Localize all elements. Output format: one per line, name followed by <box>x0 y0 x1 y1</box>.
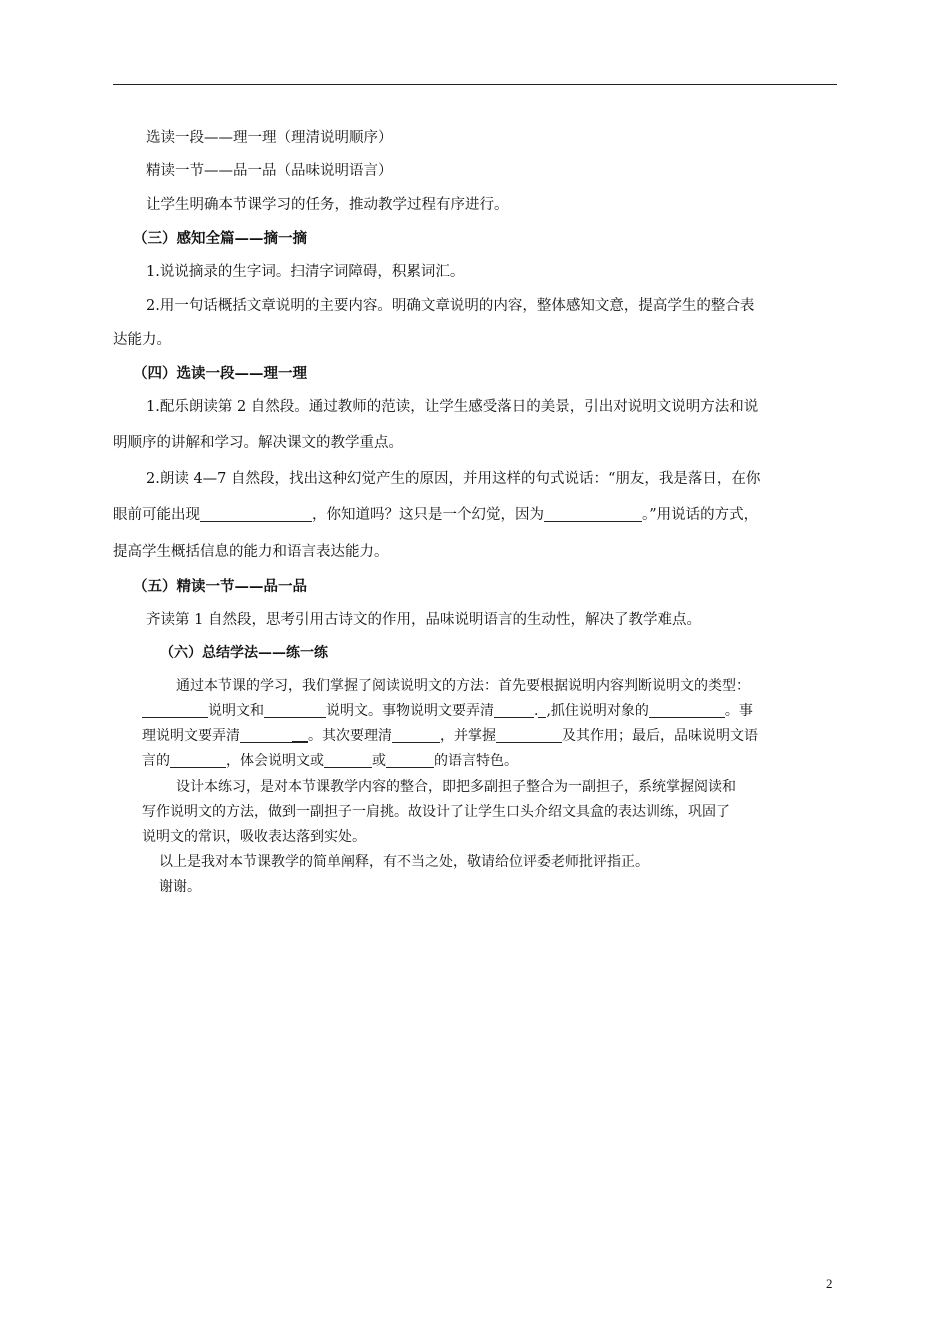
text-span: 及其作用；最后，品味说明文语 <box>562 728 758 744</box>
fill-blank[interactable] <box>496 728 562 743</box>
text-line: 通过本节课的学习，我们掌握了阅读说明文的方法：首先要根据说明内容判断说明文的类型： <box>176 678 750 694</box>
text-span: . <box>534 703 539 719</box>
text-line <box>142 726 758 746</box>
text-line: 1.说说摘录的生字词。扫清字词障碍，积累词汇。 <box>146 264 465 280</box>
fill-blank[interactable] <box>200 507 312 522</box>
fill-blank[interactable] <box>649 703 725 718</box>
fill-blank[interactable] <box>264 703 326 718</box>
text-line: 写作说明文的方法，做到一副担子一肩挑。故设计了让学生口头介绍文具盒的表达训练，巩固了 <box>142 804 730 820</box>
text-span: 说明文。事物说明文要弄清 <box>326 703 494 719</box>
text-span: ，你知道吗？这只是一个幻觉，因为 <box>312 507 544 523</box>
fill-blank[interactable] <box>392 728 440 743</box>
page-number: 2 <box>826 1276 833 1291</box>
text-span: 。其次要理清 <box>308 728 392 744</box>
text-line: 2.用一句话概括文章说明的主要内容。明确文章说明的内容，整体感知文意，提高学生的整合表 <box>146 298 755 314</box>
section-heading: （三）感知全篇——摘一摘 <box>133 230 307 247</box>
text-line <box>113 505 758 525</box>
fill-blank[interactable] <box>386 753 434 768</box>
text-line: 设计本练习，是对本节课教学内容的整合，即把多副担子整合为一副担子，系统掌握阅读和 <box>176 779 736 795</box>
fill-blank[interactable] <box>240 728 292 743</box>
text-line: 精读一节——品一品（品味说明语言） <box>146 163 393 179</box>
text-line: 齐读第 1 自然段，思考引用古诗文的作用，品味说明语言的生动性，解决了教学难点。 <box>146 612 701 628</box>
text-span: 说明文和 <box>208 703 264 719</box>
text-span: 。”用说话的方式， <box>642 507 759 523</box>
section-heading: （六）总结学法——练一练 <box>160 645 328 661</box>
header-rule <box>113 84 837 85</box>
text-line: 谢谢。 <box>159 879 201 895</box>
text-line: 提高学生概括信息的能力和语言表达能力。 <box>113 544 389 560</box>
text-span: 。事 <box>724 703 753 719</box>
fill-blank[interactable] <box>142 703 208 718</box>
fill-blank[interactable] <box>324 753 372 768</box>
text-line: 明顺序的讲解和学习。解决课文的教学重点。 <box>113 435 403 451</box>
text-line: 达能力。 <box>113 332 171 348</box>
fill-blank[interactable] <box>544 507 642 522</box>
text-line: 让学生明确本节课学习的任务，推动教学过程有序进行。 <box>146 197 509 213</box>
text-line <box>142 701 753 721</box>
fill-blank[interactable] <box>170 753 226 768</box>
section-heading: （四）选读一段——理一理 <box>133 365 307 382</box>
fill-blank[interactable] <box>494 703 534 718</box>
text-span: 或 <box>372 753 386 769</box>
text-span: ，体会说明文或 <box>226 753 324 769</box>
text-line: 选读一段——理一理（理清说明顺序） <box>146 130 393 146</box>
text-span: ,抓住说明对象的 <box>546 703 649 719</box>
text-span: ，并掌握 <box>440 728 496 744</box>
text-span: 的语言特色。 <box>434 753 518 769</box>
text-line: 以上是我对本节课教学的简单阐释，有不当之处，敬请给位评委老师批评指正。 <box>159 854 649 870</box>
fill-blank[interactable] <box>292 727 308 743</box>
text-line <box>142 751 518 771</box>
text-span: 理说明文要弄清 <box>142 728 240 744</box>
text-line: 2.朗读 4—7 自然段，找出这种幻觉产生的原因，并用这样的句式说话：“朋友，我是落日，在你 <box>146 471 761 487</box>
text-line: 1.配乐朗读第 2 自然段。通过教师的范读，让学生感受落日的美景，引出对说明文说明方法和说 <box>146 399 759 415</box>
text-line: 说明文的常识，吸收表达落到实处。 <box>142 829 366 845</box>
text-span: 眼前可能出现 <box>113 507 200 523</box>
section-heading: （五）精读一节——品一品 <box>133 578 307 595</box>
text-span: 言的 <box>142 753 170 769</box>
